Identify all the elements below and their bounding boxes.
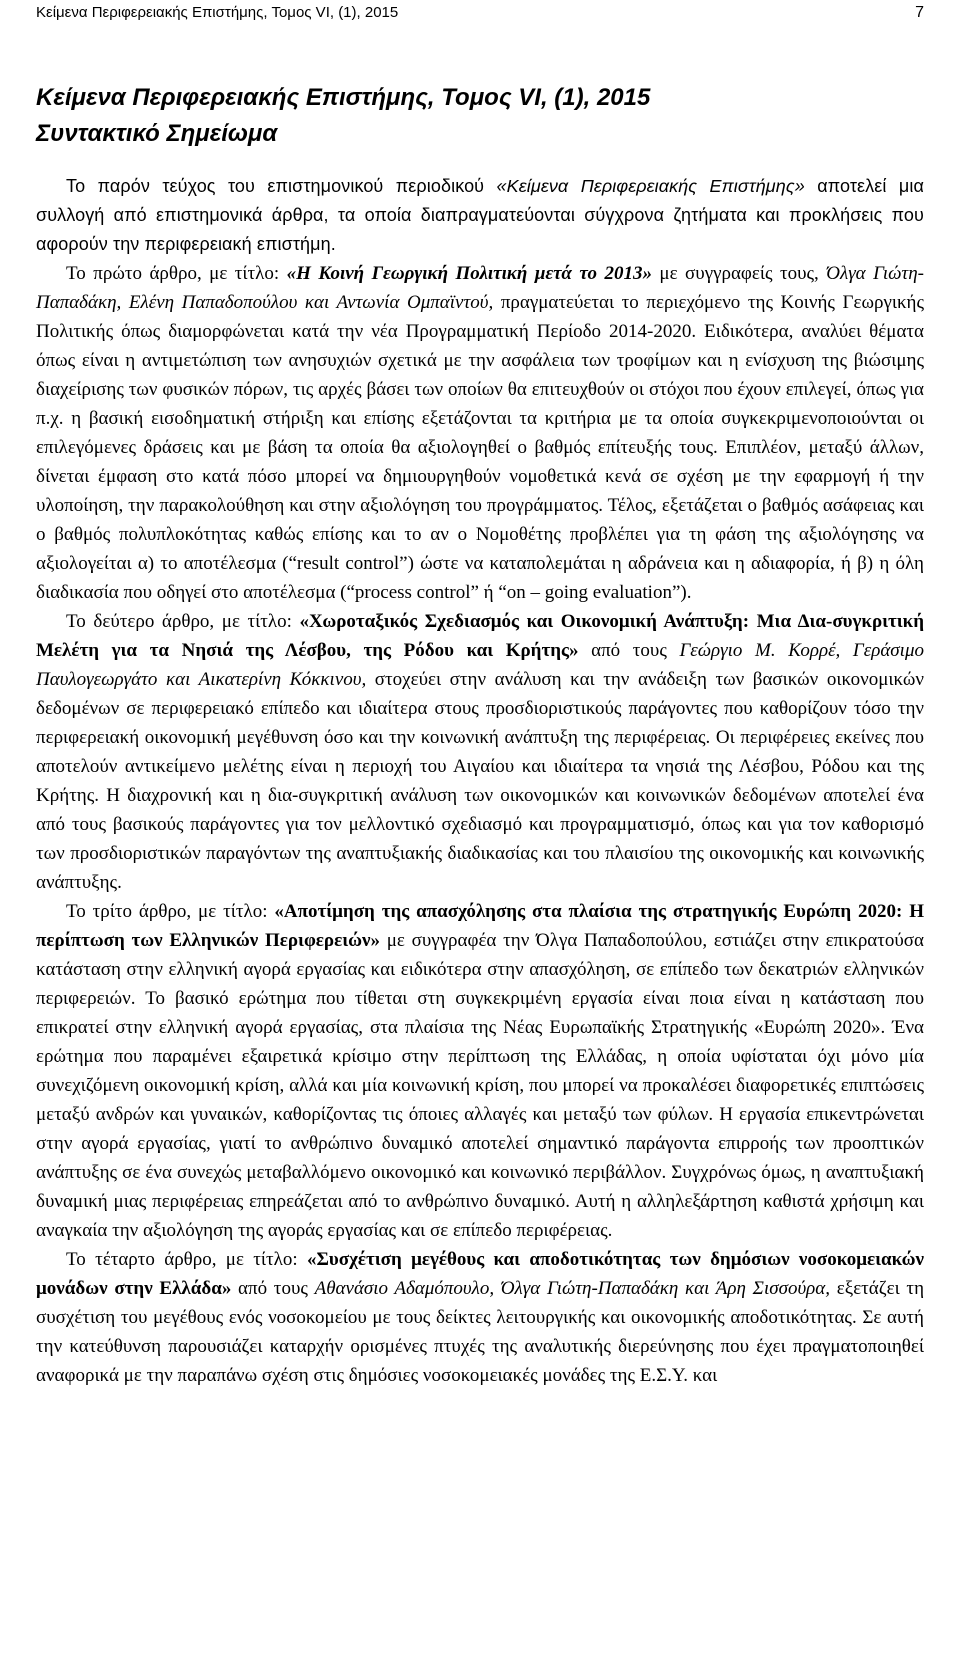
article1-paragraph [36, 259, 924, 607]
article3-paragraph [36, 897, 924, 1245]
article3-title: «Αποτίμηση της απασχόλησης στα πλαίσια της στρατηγικής Ευρώπη 2020: Η περίπτωση των Ελληνικών Περιφερειών» [36, 901, 924, 951]
page [36, 0, 924, 1669]
article2-text-b: από τους [578, 640, 680, 661]
article4-text-c: εξετάζει τη συσχέτιση του μεγέθους ενός νοσοκομείου με τους δείκτες λειτουργικής και οικονομικής αποδοτικότητας. Σε αυτή την κατεύθυνση παρουσιάζει καταρχήν ορισμένες πτυχές της αναλυτικής διερεύνησης που έχει πραγματοποιηθεί αναφορικά με την παραπάνω σχέση στις δημόσιες νοσοκομειακές μονάδες της Ε.Σ.Υ. και [36, 1278, 925, 1386]
running-header [36, 2, 924, 24]
editorial-body [36, 172, 924, 1390]
article1-title: «Η Κοινή Γεωργική Πολιτική μετά το 2013» [286, 263, 652, 284]
article4-text-a: Το τέταρτο άρθρο, με τίτλο: [66, 1249, 307, 1270]
journal-issue-title: Κείμενα Περιφερειακής Επιστήμης, Τομος VI, (1), 2015 [36, 84, 651, 111]
article2-text-a: Το δεύτερο άρθρο, με τίτλο: [66, 611, 300, 632]
journal-name: «Κείμενα Περιφερειακής Επιστήμης» [496, 176, 805, 196]
article2-title: «Χωροταξικός Σχεδιασμός και Οικονομική Ανάπτυξη: Μια Δια-συγκριτική Μελέτη για τα Νησιά της Λέσβου, της Ρόδου και Κρήτης» [36, 611, 924, 661]
article3-text-b: με συγγραφέα την Όλγα Παπαδοπούλου, εστιάζει στην επικρατούσα κατάσταση στην ελληνική αγορά εργασίας και ειδικότερα στην απασχόληση, σε επίπεδο των δεκατριών ελληνικών περιφερειών. Το βασικό ερώτημα που τίθεται στη συγκεκριμένη εργασία είναι ποια είναι η κατάσταση που επικρατεί στην ελληνική αγορά εργασίας, στα πλαίσια της Νέας Ευρωπαϊκής Στρατηγικής «Ευρώπη 2020». Ένα ερώτημα που παραμένει εξαιρετικά κρίσιμο στην περίπτωση της Ελλάδας, η οποία υφίσταται όχι μόνο μία συνεχιζόμενη οικονομική κρίση, αλλά και μία κοινωνική κρίση, που μπορεί να προκαλέσει διαφορετικές επιπτώσεις μεταξύ ανδρών και γυναικών, καθορίζοντας τις όποιες αλλαγές και μεταξύ των φύλων. Η εργασία επικεντρώνεται στην αγορά εργασίας, γιατί το ανθρώπινο δυναμικό αποτελεί σημαντικό παράγοντα επιρροής των προοπτικών ανάπτυξης σε ένα συνεχώς μεταβαλλόμενο οικονομικό και κοινωνικό περιβάλλον. Συγχρόνως όμως, η αναπτυξιακή δυναμική μιας περιφέρειας επηρεάζεται από το ανθρώπινο δυναμικό. Αυτή η αλληλεξάρτηση καθιστά χρήσιμη και αναγκαία την αξιολόγηση της αγοράς εργασίας και σε επίπεδο περιφέρειας. [36, 930, 924, 1241]
intro-text-b: αποτελεί μια συλλογή από επιστημονικά άρθρα, τα οποία διαπραγματεύονται σύγχρονα ζητήματα και προκλήσεις που αφορούν την περιφερειακή επιστήμη. [36, 176, 924, 254]
article2-text-c: στοχεύει στην ανάλυση και την ανάδειξη των βασικών οικονομικών δεδομένων σε περιφερειακό επίπεδο και ιδιαίτερα στους προσδιοριστικούς παράγοντες που καθορίζουν τόσο την περιφερειακή οικονομική μεγέθυνση όσο και την κοινωνική ανάπτυξη της περιφέρειας. Οι περιφέρειες εκείνες που αποτελούν αντικείμενο μελέτης είναι η περιοχή του Αιγαίου και ιδιαίτερα τα νησιά της Λέσβου, Ρόδου και της Κρήτης. Η διαχρονική και η δια-συγκριτική ανάλυση των οικονομικών και κοινωνικών δεδομένων αποτελεί ένα από τους βασικούς παράγοντες για τον μελλοντικό σχεδιασμό και προγραμματισμό, όπως και για τον καθορισμό των προσδιοριστικών παραγόντων της αναπτυξιακής διαδικασίας και του πλαισίου της οικονομικής και κοινωνικής ανάπτυξης. [36, 669, 924, 893]
article1-text-b: με συγγραφείς τους, [651, 263, 827, 284]
editorial-title-block [36, 80, 924, 152]
article1-text-c: πραγματεύεται το περιεχόμενο της Κοινής Γεωργικής Πολιτικής όπως διαμορφώνεται κατά την νέα Προγραμματική Περίοδο 2014-2020. Ειδικότερα, αναλύει θέματα όπως είναι η αντιμετώπιση των ανησυχιών σχετικά με την ασφάλεια των τροφίμων και η ενίσχυση της βιώσιμης διαχείρισης των φυσικών πόρων, τις αρχές βάσει των οποίων θα επιτευχθούν οι στόχοι που έχουν επιλεγεί, όπως για π.χ. η βασική εισοδηματική στήριξη και επίσης εξετάζονται τα κριτήρια με τα οποία συγκεκριμενοποιούνται οι επιλεγόμενες δράσεις και με βάση τα οποία θα αξιολογηθεί ο βαθμός επίτευξής τους. Επιπλέον, μεταξύ άλλων, δίνεται έμφαση στο κατά πόσο μπορεί να δημιουργηθούν νομοθετικά κενά σε σχέση με την εφαρμογή ή την υλοποίηση, την παρακολούθηση και στην αξιολόγηση του προγράμματος. Τέλος, εξετάζεται ο βαθμός ασάφειας και ο βαθμός πολυπλοκότητας καθώς επίσης και το αν ο Νομοθέτης προβλέπει για τη φάση της αξιολόγησης να αξιολογείται α) το αποτέλεσμα (“result control”) ώστε να καταπολεμάται η αδράνεια και η αδιαφορία, ή β) η όλη διαδικασία που οδηγεί στο αποτέλεσμα (“process control” ή “on – going evaluation”). [36, 292, 924, 603]
article2-paragraph [36, 607, 924, 897]
running-header-journal: Κείμενα Περιφερειακής Επιστήμης, Τομος VI, (1), 2015 [36, 4, 399, 21]
article3-text-a: Το τρίτο άρθρο, με τίτλο: [66, 901, 275, 922]
article4-paragraph [36, 1245, 924, 1390]
article4-authors: Αθανάσιο Αδαμόπουλο, Όλγα Γιώτη-Παπαδάκη και Άρη Σισσούρα, [314, 1278, 831, 1299]
editorial-note-title: Συντακτικό Σημείωμα [36, 120, 278, 147]
article1-text-a: Το πρώτο άρθρο, με τίτλο: [66, 263, 287, 284]
intro-paragraph [36, 172, 924, 259]
article1-authors: Όλγα Γιώτη-Παπαδάκη, Ελένη Παπαδοπούλου και Αντωνία Ομπαϊντού, [36, 263, 924, 313]
page-number: 7 [915, 4, 924, 21]
article2-authors: Γεώργιο Μ. Κορρέ, Γεράσιμο Παυλογεωργάτο και Αικατερίνη Κόκκινου, [36, 640, 924, 690]
intro-text-a: Το παρόν τεύχος του επιστημονικού περιοδικού [66, 176, 497, 196]
article4-text-b: από τους [231, 1278, 315, 1299]
article4-title: «Συσχέτιση μεγέθους και αποδοτικότητας των δημόσιων νοσοκομειακών μονάδων στην Ελλάδα» [36, 1249, 924, 1299]
